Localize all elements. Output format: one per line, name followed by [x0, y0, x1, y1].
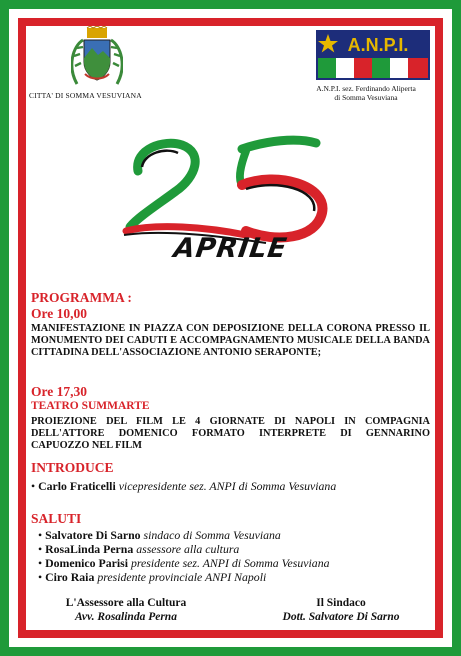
saluti-name: Ciro Raia — [45, 570, 95, 584]
event-2-description: PROIEZIONE DEL FILM LE 4 GIORNATE DI NAPOLI IN COMPAGNIA DELL'ATTORE DOMENICO FORMATO INTERPRETE DI GENNARINO CAPUOZZO NEL FILM — [31, 416, 430, 451]
saluti-role: presidente provinciale ANPI Napoli — [97, 570, 267, 584]
anpi-section-label — [301, 84, 431, 102]
saluti-role: sindaco di Somma Vesuviana — [143, 528, 281, 542]
event-1-description: MANIFESTAZIONE IN PIAZZA CON DEPOSIZIONE DELLA CORONA PRESSO IL MONUMENTO DEI CADUTI E ACCOMPAGNAMENTO MUSICALE DELLA BANDA CITTADINA DELL'ASSOCIAZIONE ANTONIO SERAPONTE; — [31, 323, 430, 358]
signature-right — [251, 596, 431, 624]
event-2-venue: TEATRO SUMMARTE — [31, 400, 150, 412]
introduce-title: INTRODUCE — [31, 460, 114, 475]
saluti-name: RosaLinda Perna — [45, 542, 134, 556]
bullet: • — [38, 542, 43, 556]
anpi-section-line2: di Somma Vesuviana — [334, 93, 398, 102]
poster-page — [26, 26, 435, 630]
saluti-role: assessore alla cultura — [136, 542, 240, 556]
introduce-role: vicepresidente sez. ANPI di Somma Vesuviana — [118, 479, 337, 493]
anpi-section-line1: A.N.P.I. sez. Ferdinando Aliperta — [316, 84, 416, 93]
saluti-title: SALUTI — [31, 511, 82, 526]
bullet: • — [38, 556, 43, 570]
saluti-item — [38, 542, 239, 556]
introduce-item — [31, 479, 336, 493]
saluti-name: Domenico Parisi — [45, 556, 128, 570]
time-1: Ore 10,00 — [31, 306, 87, 321]
coat-of-arms-icon — [71, 26, 123, 88]
bullet: • — [31, 479, 36, 493]
anpi-logo-icon — [316, 30, 430, 80]
saluti-role: presidente sez. ANPI di Somma Vesuviana — [130, 556, 330, 570]
signature-left-name: Avv. Rosalinda Perna — [75, 611, 177, 623]
time-2: Ore 17,30 — [31, 384, 87, 399]
signature-right-name: Dott. Salvatore Di Sarno — [282, 611, 400, 623]
signature-right-title: Il Sindaco — [316, 597, 366, 609]
bullet: • — [38, 570, 43, 584]
introduce-name: Carlo Fraticelli — [38, 479, 116, 493]
signature-left-title: L'Assessore alla Cultura — [65, 597, 187, 609]
city-label: CITTA' DI SOMMA VESUVIANA — [29, 91, 142, 100]
anpi-logo-text: A.N.P.I. — [347, 35, 409, 55]
programma-title: PROGRAMMA : — [31, 290, 132, 305]
saluti-item — [38, 556, 330, 570]
signature-left — [31, 596, 221, 624]
hero-aprile-word: APRILE — [171, 233, 290, 264]
bullet: • — [38, 528, 43, 542]
saluti-item — [38, 570, 266, 584]
saluti-item — [38, 528, 281, 542]
saluti-name: Salvatore Di Sarno — [45, 528, 141, 542]
